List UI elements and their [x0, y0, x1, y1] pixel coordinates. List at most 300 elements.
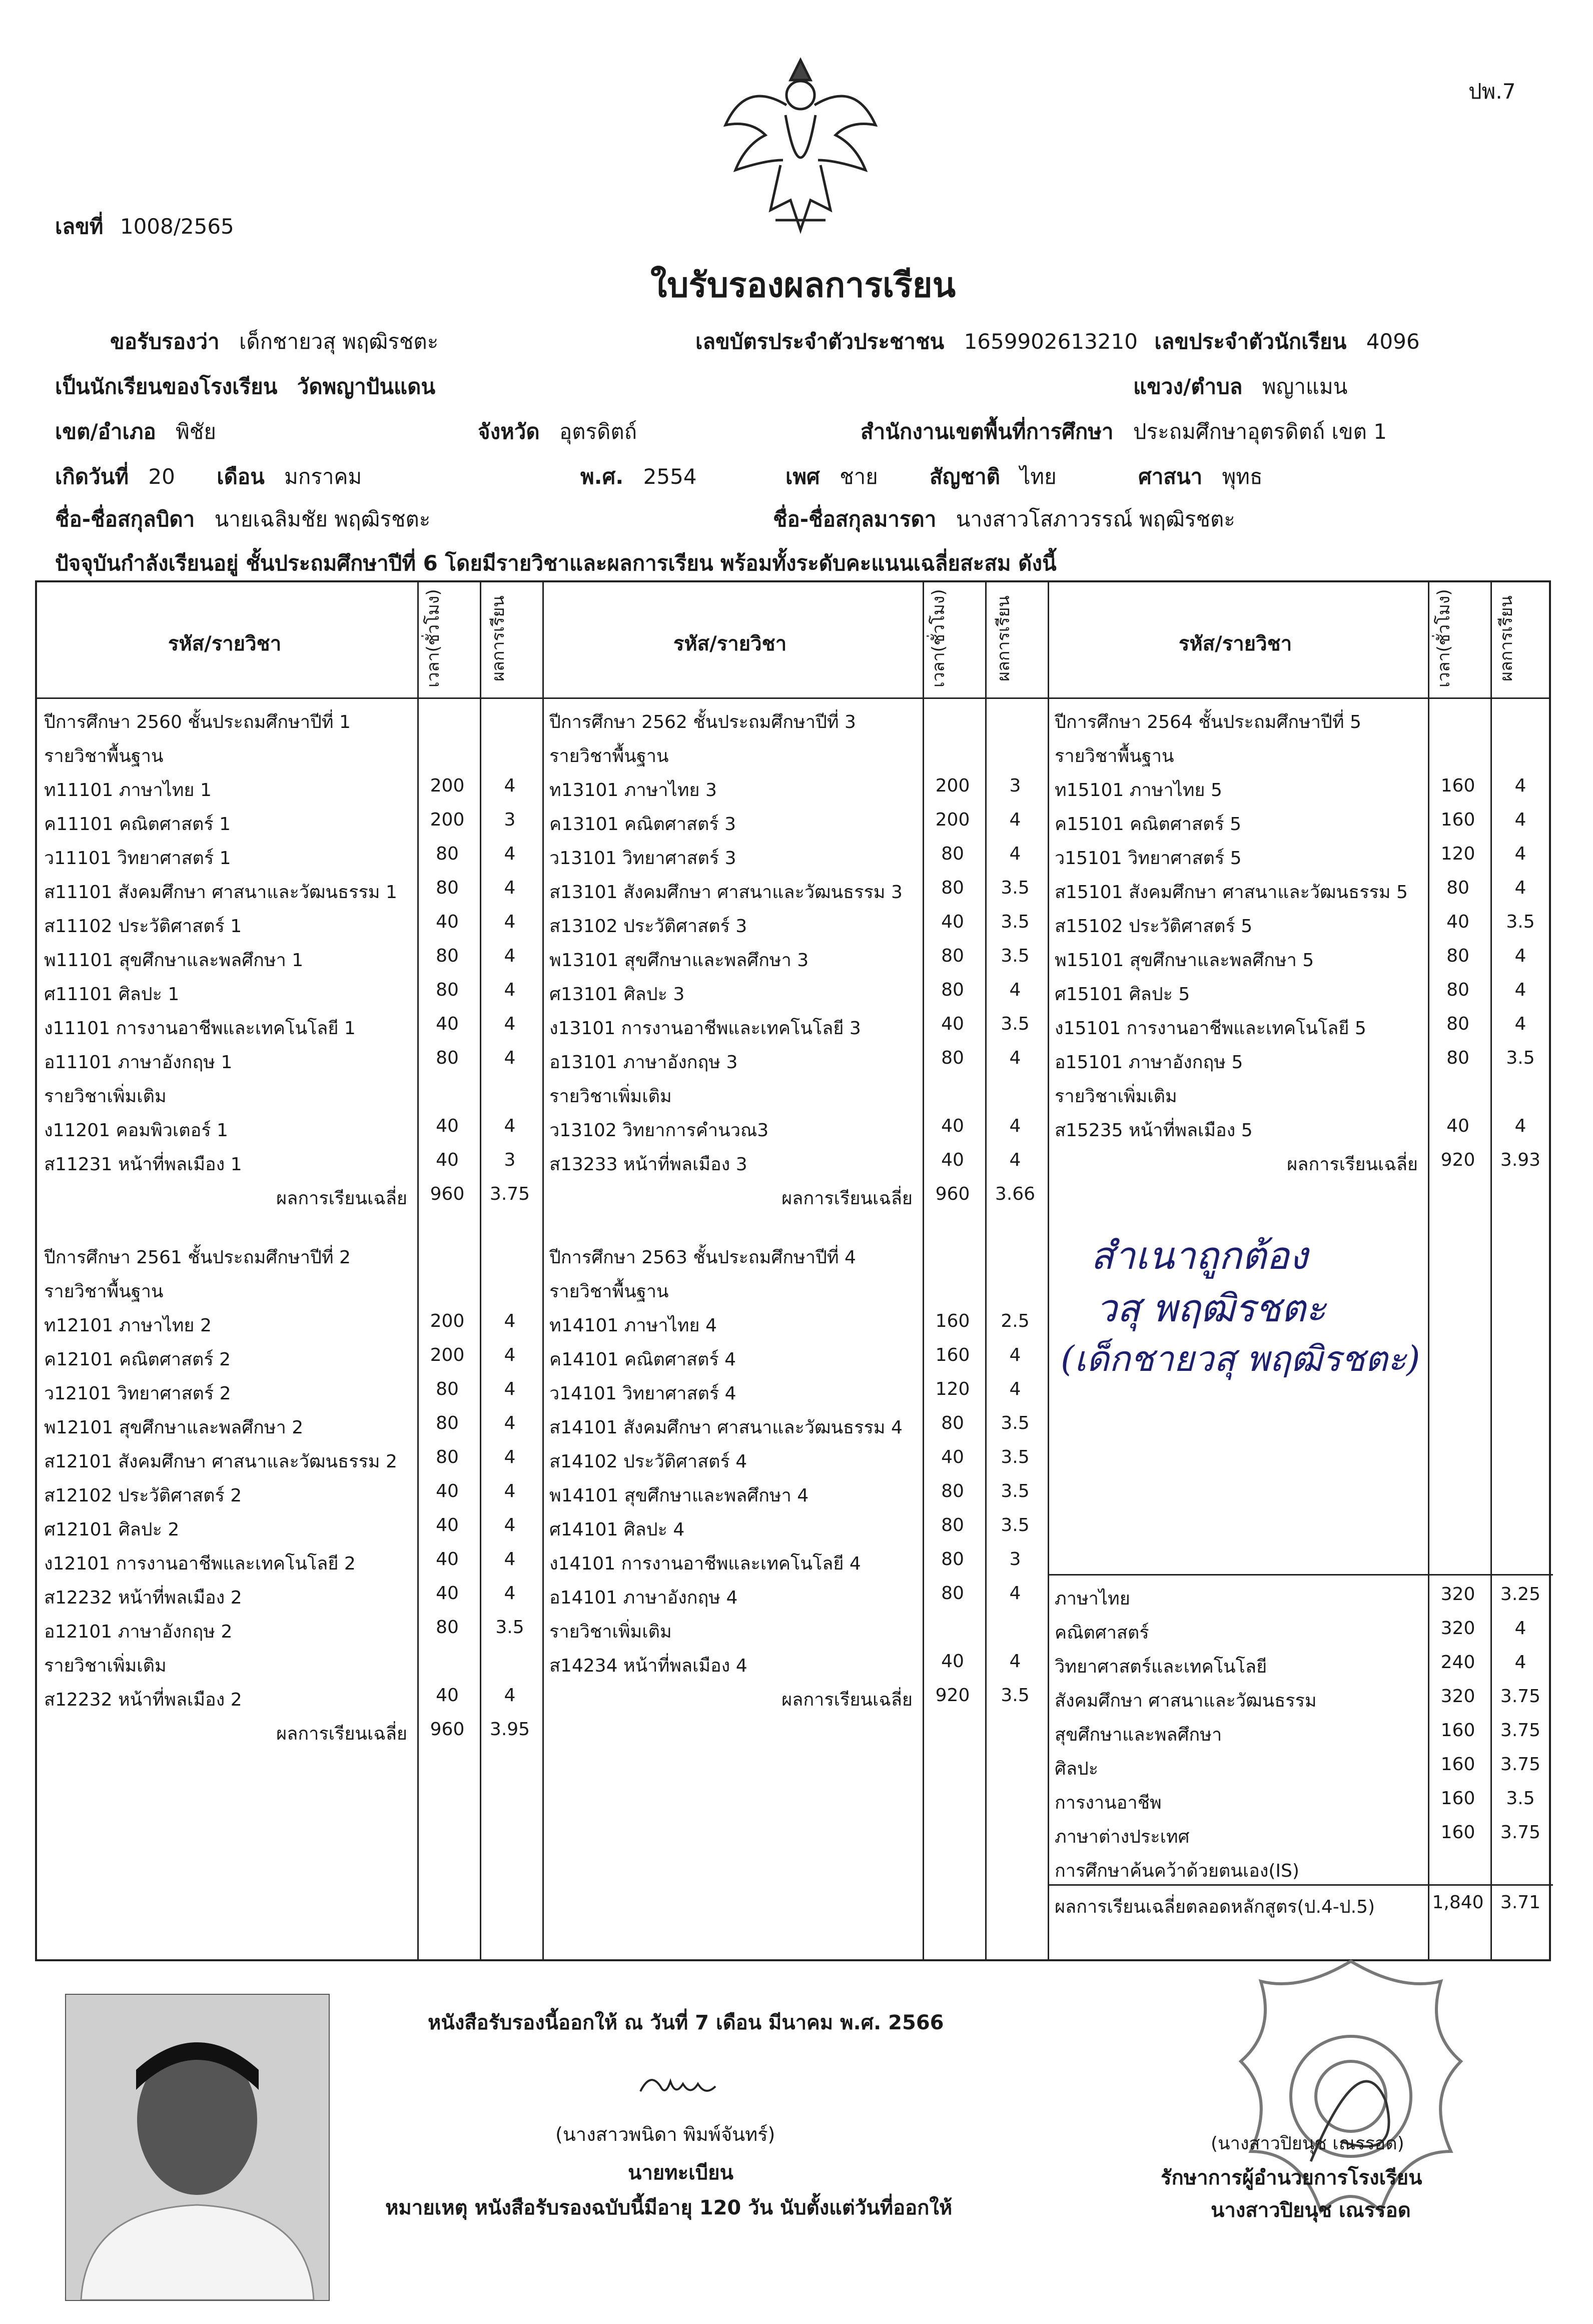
issued-date: หนังสือรับรองนี้ออกให้ ณ วันที่ 7 เดือน มีนาคม พ.ศ. 2566 [428, 2011, 944, 2034]
cell-divider [923, 582, 924, 1959]
hours-cell: 80 [941, 946, 964, 966]
summary-divider [1048, 1574, 1553, 1576]
result-cell: 3.5 [1506, 1788, 1535, 1809]
hours-cell: 160 [1440, 810, 1475, 830]
hours-cell: 80 [941, 1515, 964, 1535]
table-row [542, 1611, 1048, 1645]
table-row [37, 1271, 542, 1305]
subject-cell: พ15101 สุขศึกษาและพลศึกษา 5 [1055, 950, 1314, 971]
table-row [1048, 804, 1553, 838]
result-cell: 4 [504, 1481, 516, 1501]
father-name: นายเฉลิมชัย พฤฒิรชตะ [214, 507, 431, 531]
table-row [542, 1042, 1048, 1076]
subject-cell: รายวิชาเพิ่มเติม [549, 1622, 672, 1642]
result-cell: 3 [504, 1150, 516, 1170]
table-row [542, 1237, 1048, 1271]
hours-cell: 120 [935, 1379, 970, 1399]
table-row [37, 1042, 542, 1076]
table-row [1048, 1612, 1553, 1646]
subject-cell: ศ11101 ศิลปะ 1 [44, 984, 180, 1005]
header-subject-2: รหัส/รายวิชา [673, 632, 787, 655]
result-cell: 3.5 [1001, 1413, 1030, 1433]
result-cell: 4 [1514, 1652, 1526, 1673]
table-row [37, 1645, 542, 1679]
subject-cell: ว12101 วิทยาศาสตร์ 2 [44, 1383, 231, 1404]
total-row [1048, 1886, 1553, 1920]
result-cell: 4 [504, 1116, 516, 1136]
certify-label: ขอรับรองว่า [110, 329, 220, 354]
hours-cell: 40 [1446, 912, 1469, 932]
result-cell: 4 [504, 1447, 516, 1467]
subject-cell: ง15101 การงานอาชีพและเทคโนโลยี 5 [1055, 1018, 1366, 1039]
table-row [37, 1679, 542, 1713]
subject-cell: รายวิชาพื้นฐาน [44, 1281, 164, 1302]
result-cell: 3.5 [1506, 912, 1535, 932]
result-cell: 4 [1514, 878, 1526, 898]
table-row [542, 735, 1048, 769]
page-title: ใบรับรองผลการเรียน [650, 266, 956, 305]
hours-cell: 200 [935, 776, 970, 796]
grades-table [35, 580, 1551, 1961]
handwritten-signature: วสุ พฤฒิรชตะ [1096, 1286, 1326, 1330]
hours-cell: 40 [436, 1515, 459, 1535]
subject-cell: ปีการศึกษา 2563 ชั้นประถมศึกษาปีที่ 4 [549, 1247, 856, 1268]
hours-cell: 40 [941, 1014, 964, 1034]
subject-cell: ค14101 คณิตศาสตร์ 4 [549, 1349, 736, 1370]
result-cell: 4 [1514, 1014, 1526, 1034]
result-cell: 3.95 [489, 1719, 530, 1740]
subject-cell: ศ15101 ศิลปะ 5 [1055, 984, 1190, 1005]
subject-cell: ส14101 สังคมศึกษา ศาสนาและวัฒนธรรม 4 [549, 1417, 903, 1438]
hours-cell: 160 [935, 1345, 970, 1365]
table-row [542, 1475, 1048, 1509]
subject-cell: พ13101 สุขศึกษาและพลศึกษา 3 [549, 950, 809, 971]
result-cell: 2.5 [1001, 1311, 1030, 1331]
hours-cell: 80 [1446, 1014, 1469, 1034]
dob-label: เกิดวันที่ [55, 464, 129, 489]
subject-cell: ปีการศึกษา 2564 ชั้นประถมศึกษาปีที่ 5 [1055, 712, 1361, 732]
subject-cell: ค15101 คณิตศาสตร์ 5 [1055, 814, 1242, 835]
hours-cell: 160 [1440, 1822, 1475, 1843]
table-row [1048, 1782, 1553, 1816]
hours-cell: 200 [430, 810, 465, 830]
table-row [37, 1339, 542, 1373]
hours-cell: 40 [436, 1116, 459, 1136]
subject-cell: ส13102 ประวัติศาสตร์ 3 [549, 916, 747, 937]
result-cell: 3.5 [1001, 1014, 1030, 1034]
result-cell: 4 [504, 878, 516, 898]
hours-cell: 200 [430, 776, 465, 796]
table-row [542, 940, 1048, 974]
info-line-4c [785, 460, 1273, 493]
info-line-3c [861, 415, 1397, 448]
table-row [542, 804, 1048, 838]
subject-cell: พ11101 สุขศึกษาและพลศึกษา 1 [44, 950, 304, 971]
result-cell: 4 [504, 776, 516, 796]
subject-cell: ภาษาต่างประเทศ [1055, 1827, 1190, 1847]
column-divider [542, 582, 544, 1959]
subject-cell: รายวิชาพื้นฐาน [1055, 746, 1174, 766]
religion-label: ศาสนา [1138, 464, 1203, 489]
result-cell: 3.5 [1001, 1481, 1030, 1501]
subject-cell: ท13101 ภาษาไทย 3 [549, 780, 717, 801]
hours-cell: 80 [941, 980, 964, 1000]
subject-cell: พ14101 สุขศึกษาและพลศึกษา 4 [549, 1485, 809, 1506]
result-cell: 4 [504, 980, 516, 1000]
hours-cell: 40 [941, 1150, 964, 1170]
table-row [542, 1407, 1048, 1441]
hours-cell: 80 [1446, 946, 1469, 966]
subject-cell: ส13233 หน้าที่พลเมือง 3 [549, 1154, 747, 1175]
hours-cell: 160 [1440, 1754, 1475, 1775]
subject-cell: ว15101 วิทยาศาสตร์ 5 [1055, 848, 1242, 869]
table-row [1048, 735, 1553, 769]
hours-cell: 40 [941, 1651, 964, 1672]
hours-cell: 80 [1446, 1048, 1469, 1068]
subject-cell: ท15101 ภาษาไทย 5 [1055, 780, 1222, 801]
info-line-1b [695, 325, 1430, 358]
result-cell: 3.25 [1500, 1584, 1541, 1605]
subject-cell: รายวิชาเพิ่มเติม [44, 1086, 167, 1107]
subject-cell: รายวิชาเพิ่มเติม [1055, 1086, 1177, 1107]
hours-cell: 80 [436, 1379, 459, 1399]
result-cell: 4 [1009, 1345, 1021, 1365]
subject-cell: ส15102 ประวัติศาสตร์ 5 [1055, 916, 1253, 937]
hours-cell: 200 [430, 1345, 465, 1365]
average-row [37, 1178, 542, 1212]
subject-cell: การงานอาชีพ [1055, 1793, 1162, 1813]
hours-cell: 80 [941, 1048, 964, 1068]
subject-cell: ส12102 ประวัติศาสตร์ 2 [44, 1485, 242, 1506]
father-label: ชื่อ-ชื่อสกุลบิดา [55, 507, 195, 531]
school-name: วัดพญาปันแดน [297, 374, 436, 399]
average-row [542, 1679, 1048, 1713]
table-row [542, 1339, 1048, 1373]
result-cell: 4 [504, 1048, 516, 1068]
table-row [1048, 1748, 1553, 1782]
table-row [542, 1645, 1048, 1679]
result-cell: 4 [1009, 980, 1021, 1000]
hours-cell: 80 [436, 1048, 459, 1068]
handwritten-certified-copy: สำเนาถูกต้อง [1091, 1233, 1308, 1278]
total-hours: 1,840 [1432, 1892, 1484, 1913]
hours-cell: 40 [436, 1481, 459, 1501]
subject-cell: ส15235 หน้าที่พลเมือง 5 [1055, 1120, 1253, 1141]
info-line-4 [55, 460, 372, 493]
result-cell: 4 [1009, 844, 1021, 864]
cell-divider [1490, 582, 1492, 1959]
hours-cell: 80 [436, 1617, 459, 1638]
table-row [542, 769, 1048, 804]
table-row [37, 1305, 542, 1339]
table-row [1048, 872, 1553, 906]
result-cell: 3.5 [1506, 1048, 1535, 1068]
subject-cell: ศิลปะ [1055, 1759, 1099, 1779]
mother-label: ชื่อ-ชื่อสกุลมารดา [773, 507, 937, 531]
hours-cell: 40 [941, 1447, 964, 1467]
subject-cell: ส15101 สังคมศึกษา ศาสนาและวัฒนธรรม 5 [1055, 882, 1408, 903]
result-cell: 3.75 [1500, 1754, 1541, 1775]
hours-cell: 80 [436, 1413, 459, 1433]
subject-cell: ปีการศึกษา 2561 ชั้นประถมศึกษาปีที่ 2 [44, 1247, 351, 1268]
hours-cell: 40 [1446, 1116, 1469, 1136]
hours-cell: 40 [436, 1685, 459, 1706]
table-row [542, 974, 1048, 1008]
table-row [1048, 1646, 1553, 1680]
table-row [37, 1475, 542, 1509]
subject-cell: ว11101 วิทยาศาสตร์ 1 [44, 848, 231, 869]
subject-cell: ค13101 คณิตศาสตร์ 3 [549, 814, 736, 835]
subject-cell: ว13102 วิทยาการคำนวณ3 [549, 1120, 769, 1141]
office: ประถมศึกษาอุตรดิตถ์ เขต 1 [1133, 419, 1387, 444]
result-cell: 4 [1009, 1583, 1021, 1604]
result-cell: 3 [1009, 1549, 1021, 1570]
result-cell: 3.5 [1001, 878, 1030, 898]
table-row [37, 1577, 542, 1611]
table-row [37, 1008, 542, 1042]
hours-cell: 80 [436, 946, 459, 966]
result-cell: 3 [504, 810, 516, 830]
subject-cell: ส11231 หน้าที่พลเมือง 1 [44, 1154, 242, 1175]
average-label: ผลการเรียนเฉลี่ย [276, 1724, 407, 1744]
province-label: จังหวัด [478, 419, 540, 444]
year-label: พ.ศ. [580, 464, 624, 489]
result-cell: 4 [1009, 810, 1021, 830]
hours-cell: 960 [430, 1184, 465, 1204]
subject-cell: ศ14101 ศิลปะ 4 [549, 1519, 685, 1540]
hours-cell: 80 [941, 1413, 964, 1433]
result-cell: 4 [504, 946, 516, 966]
hours-cell: 200 [935, 810, 970, 830]
result-cell: 4 [504, 1685, 516, 1706]
info-line-3 [55, 415, 226, 448]
table-row [1048, 769, 1553, 804]
subdistrict-label: แขวง/ตำบล [1133, 374, 1243, 399]
hours-cell: 40 [941, 1116, 964, 1136]
header-result-1: ผลการเรียน [488, 595, 508, 681]
office-label: สำนักงานเขตพื้นที่การศึกษา [861, 419, 1114, 444]
subject-cell: คณิตศาสตร์ [1055, 1623, 1149, 1643]
result-cell: 3.75 [489, 1184, 530, 1204]
subject-cell: อ12101 ภาษาอังกฤษ 2 [44, 1622, 233, 1642]
hours-cell: 240 [1440, 1652, 1475, 1673]
info-line-5 [55, 503, 440, 536]
hours-cell: 160 [935, 1311, 970, 1331]
subject-cell: ภาษาไทย [1055, 1589, 1130, 1609]
garuda-emblem-icon [715, 50, 886, 240]
subject-cell: ส12232 หน้าที่พลเมือง 2 [44, 1690, 242, 1710]
info-line-2 [55, 370, 445, 403]
table-row [1048, 1008, 1553, 1042]
table-row [37, 1076, 542, 1110]
hours-cell: 40 [436, 1549, 459, 1570]
table-row [542, 1144, 1048, 1178]
director-name: (นางสาวปิยนุช เณรรอด) [1211, 2133, 1404, 2154]
subject-cell: ง12101 การงานอาชีพและเทคโนโลยี 2 [44, 1554, 356, 1574]
subject-cell: ว13101 วิทยาศาสตร์ 3 [549, 848, 736, 869]
subject-cell: ง11101 การงานอาชีพและเทคโนโลยี 1 [44, 1018, 356, 1039]
table-row [542, 1076, 1048, 1110]
table-row [542, 872, 1048, 906]
director-title: รักษาการผู้อำนวยการโรงเรียน [1161, 2166, 1422, 2189]
validity-note: หมายเหตุ หนังสือรับรองฉบับนี้มีอายุ 120 วัน นับตั้งแต่วันที่ออกให้ [385, 2196, 953, 2219]
result-cell: 4 [504, 1583, 516, 1604]
registrar-title: นายทะเบียน [628, 2161, 733, 2184]
table-row [37, 1373, 542, 1407]
hours-cell: 80 [436, 1447, 459, 1467]
subject-cell: ง11201 คอมพิวเตอร์ 1 [44, 1120, 228, 1141]
hours-cell: 80 [1446, 980, 1469, 1000]
table-row [37, 940, 542, 974]
table-row [542, 838, 1048, 872]
table-row [1048, 701, 1553, 735]
doc-number-value: 1008/2565 [120, 214, 234, 239]
table-row [542, 1305, 1048, 1339]
hours-cell: 40 [941, 912, 964, 932]
table-row [542, 1110, 1048, 1144]
table-row [1048, 1076, 1553, 1110]
table-row [1048, 1578, 1553, 1612]
hours-cell: 200 [430, 1311, 465, 1331]
result-cell: 3.5 [1001, 1447, 1030, 1467]
result-cell: 3.93 [1500, 1150, 1541, 1170]
result-cell: 4 [504, 1345, 516, 1365]
info-line-1 [110, 325, 448, 358]
result-cell: 4 [1514, 946, 1526, 966]
school-label: เป็นนักเรียนของโรงเรียน [55, 374, 278, 399]
month-label: เดือน [217, 464, 265, 489]
average-row [1048, 1144, 1553, 1178]
result-cell: 4 [504, 844, 516, 864]
average-label: ผลการเรียนเฉลี่ย [1287, 1154, 1418, 1175]
subject-cell: ค12101 คณิตศาสตร์ 2 [44, 1349, 231, 1370]
table-row [1048, 974, 1553, 1008]
total-divider [1048, 1884, 1553, 1886]
result-cell: 4 [504, 1014, 516, 1034]
average-label: ผลการเรียนเฉลี่ย [276, 1188, 407, 1209]
subject-cell: ว14101 วิทยาศาสตร์ 4 [549, 1383, 736, 1404]
hours-cell: 40 [436, 912, 459, 932]
header-hours-3: เวลา(ชั่วโมง) [1434, 589, 1454, 688]
hours-cell: 320 [1440, 1618, 1475, 1639]
subdistrict: พญาแมน [1262, 374, 1348, 399]
subject-cell: รายวิชาเพิ่มเติม [44, 1656, 167, 1676]
doc-number-label: เลขที่ [55, 214, 104, 239]
registrar-name: (นางสาวพนิดา พิมพ์จันทร์) [555, 2123, 775, 2145]
header-hours-2: เวลา(ชั่วโมง) [929, 589, 949, 688]
table-row [37, 1110, 542, 1144]
hours-cell: 80 [436, 878, 459, 898]
total-result: 3.71 [1500, 1892, 1541, 1913]
table-row [542, 1271, 1048, 1305]
hours-cell: 40 [436, 1583, 459, 1604]
subject-cell: ปีการศึกษา 2562 ชั้นประถมศึกษาปีที่ 3 [549, 712, 856, 732]
handwritten-name: (เด็กชายวสุ พฤฒิรชตะ) [1061, 1338, 1420, 1379]
hours-cell: 40 [436, 1150, 459, 1170]
result-cell: 4 [1009, 1150, 1021, 1170]
subject-cell: ง14101 การงานอาชีพและเทคโนโลยี 4 [549, 1554, 861, 1574]
result-cell: 4 [504, 912, 516, 932]
info-line-2b [1133, 370, 1357, 403]
hours-cell: 320 [1440, 1584, 1475, 1605]
result-cell: 3 [1009, 776, 1021, 796]
cell-divider [985, 582, 987, 1959]
table-row [542, 1441, 1048, 1475]
table-row [37, 872, 542, 906]
result-cell: 3.5 [1001, 1685, 1030, 1706]
current-status: ปัจจุบันกำลังเรียนอยู่ ชั้นประถมศึกษาปีที่ 6 โดยมีรายวิชาและผลการเรียน พร้อมทั้งระดับคะแนนเฉลี่ยสะสม ดังนี้ [55, 551, 1057, 575]
result-cell: 4 [1009, 1379, 1021, 1399]
header-result-3: ผลการเรียน [1496, 595, 1516, 681]
table-row [37, 906, 542, 940]
student-id: 4096 [1366, 329, 1420, 354]
nation-label: สัญชาติ [930, 464, 1000, 489]
sex: ชาย [840, 464, 878, 489]
hours-cell: 160 [1440, 1720, 1475, 1741]
student-id-label: เลขประจำตัวนักเรียน [1154, 329, 1347, 354]
nation: ไทย [1020, 464, 1057, 489]
table-row [542, 1543, 1048, 1577]
table-row [37, 769, 542, 804]
hours-cell: 120 [1440, 844, 1475, 864]
table-row [37, 1407, 542, 1441]
table-row [542, 1008, 1048, 1042]
subject-cell: ส14102 ประวัติศาสตร์ 4 [549, 1451, 747, 1472]
result-cell: 3.75 [1500, 1686, 1541, 1707]
subject-cell: อ13101 ภาษาอังกฤษ 3 [549, 1052, 738, 1073]
table-row [1048, 1110, 1553, 1144]
subject-cell: รายวิชาพื้นฐาน [549, 746, 669, 766]
header-subject-3: รหัส/รายวิชา [1178, 632, 1292, 655]
table-row [37, 1611, 542, 1645]
citizen-id: 1659902613210 [964, 329, 1138, 354]
hours-cell: 80 [1446, 878, 1469, 898]
table-row [37, 974, 542, 1008]
table-row [542, 906, 1048, 940]
religion: พุทธ [1222, 464, 1263, 489]
info-line-4b [580, 460, 707, 493]
sex-label: เพศ [785, 464, 820, 489]
subject-cell: ส13101 สังคมศึกษา ศาสนาและวัฒนธรรม 3 [549, 882, 903, 903]
result-cell: 3.5 [1001, 946, 1030, 966]
hours-cell: 80 [436, 980, 459, 1000]
table-row [37, 701, 542, 735]
table-row [542, 1509, 1048, 1543]
result-cell: 4 [504, 1515, 516, 1535]
info-line-5b [773, 503, 1245, 536]
subject-cell: ส11101 สังคมศึกษา ศาสนาและวัฒนธรรม 1 [44, 882, 397, 903]
subject-cell: ท12101 ภาษาไทย 2 [44, 1315, 212, 1336]
hours-cell: 80 [436, 844, 459, 864]
average-row [37, 1713, 542, 1747]
table-row [1048, 1680, 1553, 1714]
table-row [37, 838, 542, 872]
cell-divider [480, 582, 481, 1959]
hours-cell: 160 [1440, 776, 1475, 796]
result-cell: 3.75 [1500, 1822, 1541, 1843]
dob-year: 2554 [643, 464, 697, 489]
result-cell: 3.5 [495, 1617, 524, 1638]
subject-cell: รายวิชาพื้นฐาน [44, 746, 164, 766]
student-photo [65, 1994, 330, 2301]
subject-cell: อ11101 ภาษาอังกฤษ 1 [44, 1052, 233, 1073]
table-row [1048, 1850, 1553, 1884]
result-cell: 4 [504, 1413, 516, 1433]
subject-cell: สุขศึกษาและพลศึกษา [1055, 1725, 1222, 1745]
hours-cell: 320 [1440, 1686, 1475, 1707]
cell-divider [417, 582, 419, 1959]
average-label: ผลการเรียนเฉลี่ย [781, 1690, 913, 1710]
